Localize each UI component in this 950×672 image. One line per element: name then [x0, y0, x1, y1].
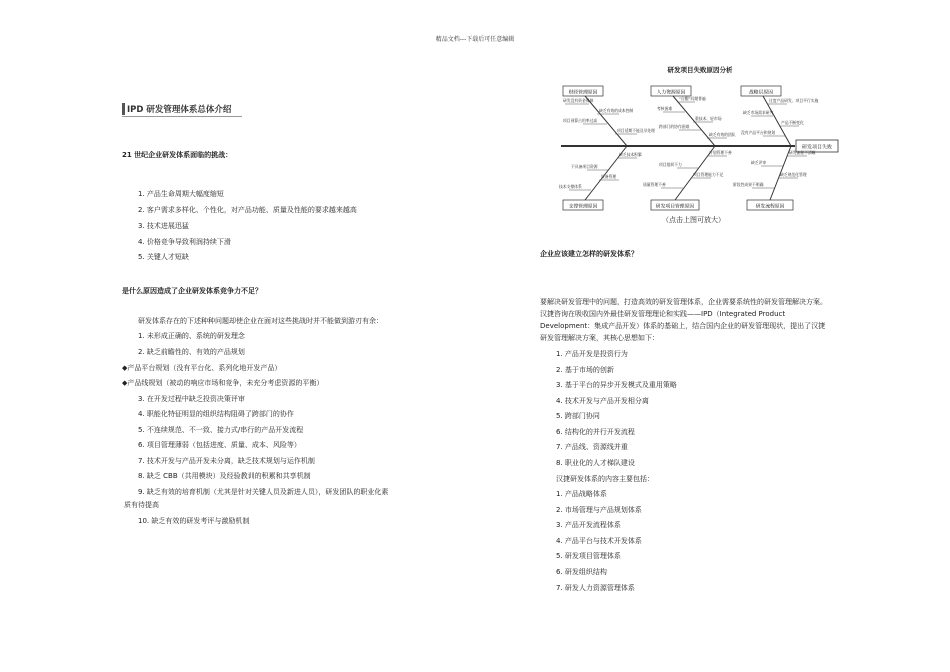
cause-label: 过度产品研发、项目平行实施: [769, 98, 819, 103]
core-item: 5. 跨部门协同: [556, 412, 600, 420]
cause-item: 6. 项目管理薄弱（包括进度、质量、成本、风险等）: [138, 441, 301, 449]
category-label: 人力资源原因: [656, 90, 686, 96]
category-label: 研发项目管理原因: [655, 204, 695, 210]
section-title-text: IPD 研发管理体系总体介绍: [127, 105, 232, 115]
category-label: 支撑管理原因: [568, 204, 598, 210]
cause-label: 产品不断变化: [781, 120, 804, 125]
system-intro: 汉捷研发体系的内容主要包括：: [556, 475, 654, 483]
cause-label: 缺乏有效的成本控制: [599, 108, 634, 113]
question-system: 企业应该建立怎样的研发体系？: [540, 250, 638, 258]
solution-overview: 要解决研发管理中的问题，打造高效的研发管理体系，企业需要系统性的研发管理解决方案。汉捷咨询在吸收国内外最佳研发管理理论和实践——IPD（Integrated Product Development：集成产品开发）体系的基础上，结合国内企业的研发管理现状，提出了汉捷研发管理解决方案，其核心思想如下：: [540, 298, 827, 342]
cause-label: 项目延期不能及早处理: [617, 128, 655, 133]
cause-item: 2. 缺乏前瞻性的、有效的产品规划: [138, 348, 245, 356]
category-label: 财经管理原因: [568, 90, 598, 96]
cause-label: 考核困难: [657, 106, 673, 111]
title-underline: [122, 116, 242, 117]
challenge-item: 2. 客户需求多样化、个性化，对产品功能、质量及性能的要求越来越高: [138, 206, 357, 214]
cause-item: 1. 未形成正确的、系统的研发理念: [138, 332, 245, 340]
rib-line: [673, 96, 715, 146]
cause-label: 项目组织不力: [659, 162, 682, 167]
cause-label: 缺乏技术积累: [619, 152, 642, 157]
system-item: 4. 产品平台与技术开发体系: [556, 537, 642, 545]
cause-label: 研发流程不清晰: [789, 150, 816, 155]
cause-label: 不具备项目资源: [571, 164, 598, 169]
question-challenges: 21 世纪企业研发体系面临的挑战：: [122, 151, 233, 159]
cause-item: 7. 技术开发与产品开发未分离，缺乏技术规划与运作机制: [138, 457, 315, 465]
cause-label: 项目预算占用率过高: [563, 118, 598, 123]
cause-label: 缺乏评审: [751, 160, 767, 165]
core-item: 6. 结构化的并行开发流程: [556, 428, 635, 436]
system-item: 1. 产品战略体系: [556, 490, 607, 498]
core-item: 3. 基于平台的异步开发模式及重用策略: [556, 381, 677, 389]
core-item: 8. 职业化的人才梯队建设: [556, 459, 635, 467]
system-item: 6. 研发组织结构: [556, 568, 607, 576]
category-label: 研发流程原因: [755, 204, 785, 210]
page-header: 精品文档---下载后可任意编辑: [435, 36, 515, 43]
cause-label: 技术支撑体系: [559, 184, 582, 189]
cause-label: 阶段性成果不明确: [733, 182, 764, 187]
section-title: [122, 103, 231, 115]
challenge-item: 5. 关键人才短缺: [138, 253, 189, 261]
cause-item: 5. 不连续规范、不一致、接力式/串行的产品开发流程: [138, 426, 304, 434]
system-item: 2. 市场管理与产品规划体系: [556, 506, 642, 514]
diagram-title: 研发项目失败原因分析: [667, 66, 733, 74]
core-item: 4. 技术开发与产品开发相分离: [556, 397, 649, 405]
cause-label: 没有产品平台和规划: [741, 130, 776, 135]
cause-label: 缺乏有效的团队: [709, 132, 736, 137]
challenge-item: 4. 价格竞争导致利润持续下滑: [138, 238, 231, 246]
cause-label: 重技术、轻市场: [695, 116, 722, 121]
core-item: 7. 产品线、资源线并重: [556, 443, 628, 451]
question-causes: 是什么原因造成了企业研发体系竞争力不足？: [122, 287, 262, 295]
category-label: 战略层原因: [749, 90, 773, 96]
cause-label: 设备管理: [601, 174, 617, 179]
fishbone-diagram: [555, 62, 845, 217]
cause-item: 4. 职能化特征明显的组织结构阻碍了跨部门的协作: [138, 410, 294, 418]
core-item: 2. 基于市场的创新: [556, 366, 614, 374]
challenge-item: 1. 产品生命周期大幅度缩短: [138, 190, 224, 198]
cause-label: 质量管理不善: [643, 182, 666, 187]
cause-label: 计划管理不善: [709, 150, 732, 155]
cause-item: 8. 缺乏 CBB（共用模块）及经验教训的积累和共享机制: [138, 472, 311, 480]
cause-item-continued: 质有待提高: [124, 501, 159, 509]
system-item: 7. 研发人力资源管理体系: [556, 584, 635, 592]
core-item: 1. 产品开发是投资行为: [556, 350, 628, 358]
system-item: 5. 研发项目管理体系: [556, 552, 621, 560]
causes-intro: 研发体系存在的下述种种问题却使企业在面对这些挑战时并不能做到游刃有余：: [138, 317, 383, 325]
cause-item: ◆产品线规划（被动的响应市场和竞争，未充分考虑资源的平衡）: [122, 379, 324, 387]
cause-label: 研发没有资金保障: [563, 98, 594, 103]
system-item: 3. 产品开发流程体系: [556, 521, 621, 529]
cause-label: 项目管理能力不足: [693, 172, 724, 177]
cause-item: 9. 缺乏有效的培育机制（尤其是针对关键人员及新进人员），研发团队的职业化素: [138, 488, 389, 496]
cause-label: “自醒”问题普遍: [679, 96, 706, 101]
cause-item: 10. 缺乏有效的研发考评与激励机制: [138, 517, 250, 525]
diagram-caption: （点击上图可放大）: [662, 216, 725, 224]
cause-label: 缺乏规范化管理: [780, 172, 807, 177]
title-bar-mark: [122, 103, 125, 115]
cause-label: 缺乏市场需求研究: [743, 110, 774, 115]
head-label: 研发项目失败: [801, 144, 833, 151]
cause-item: 3. 在开发过程中缺乏投资决策评审: [138, 395, 245, 403]
cause-label: 跨部门的协作困难: [659, 124, 690, 129]
challenge-item: 3. 技术进展迅猛: [138, 222, 189, 230]
cause-item: ◆产品平台规划（没有平台化、系列化地开发产品）: [122, 364, 282, 372]
